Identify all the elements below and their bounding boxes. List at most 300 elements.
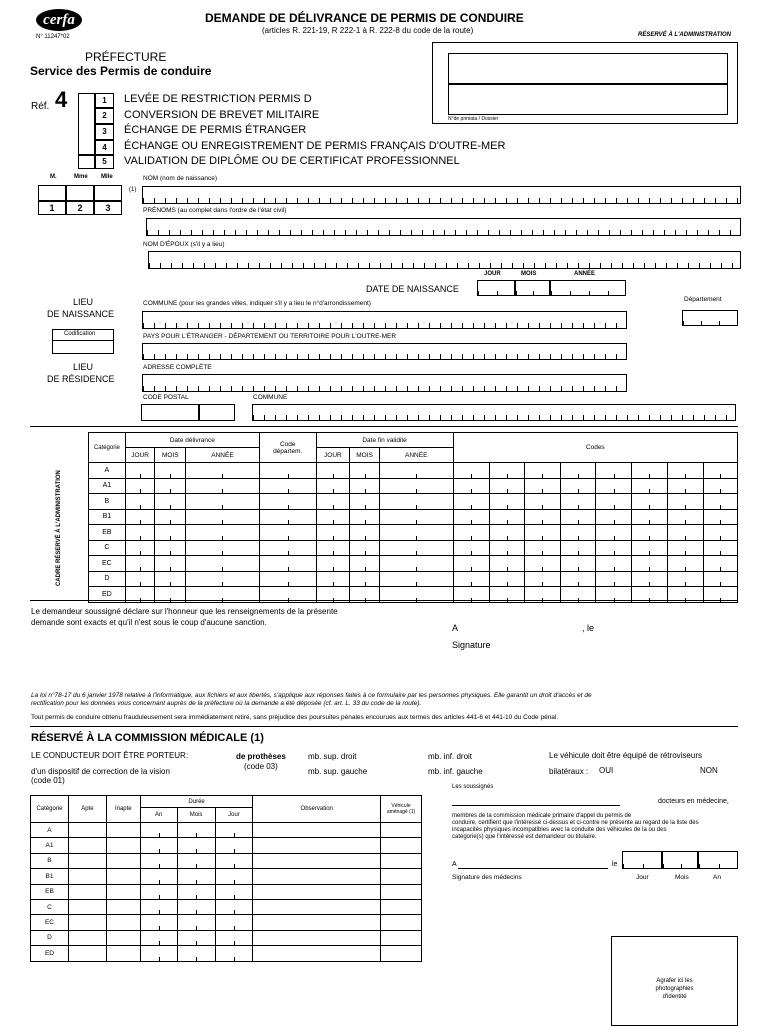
med-cell[interactable]: [106, 915, 140, 930]
admin-cell[interactable]: [379, 509, 453, 525]
admin-cell[interactable]: [667, 556, 703, 572]
admin-cell[interactable]: [316, 478, 350, 494]
med-cell[interactable]: [68, 946, 106, 961]
ref-option-2-box[interactable]: 2: [95, 108, 114, 124]
declaration-line-2: demande sont exacts et qu'il n'est sous le coup d'aucune sanction.: [31, 618, 267, 627]
admin-cell[interactable]: [259, 540, 316, 556]
ref-option-4-box[interactable]: 4: [95, 140, 114, 155]
admin-cell[interactable]: [259, 556, 316, 572]
medical-retro-2: bilatéraux :: [549, 767, 589, 776]
admin-cell[interactable]: [350, 509, 380, 525]
admin-cell[interactable]: [350, 556, 380, 572]
admin-cell[interactable]: [489, 463, 524, 479]
med-cell[interactable]: [253, 946, 381, 961]
medical-separator: [30, 726, 738, 727]
medical-an-label: An: [713, 874, 721, 881]
admin-row-category: A: [89, 463, 126, 479]
med-cell[interactable]: [106, 853, 140, 868]
admin-cell[interactable]: [703, 587, 737, 603]
admin-cell[interactable]: [667, 540, 703, 556]
ref-option-5-label: VALIDATION DE DIPLÔME OU DE CERTIFICAT PROFESSIONNEL: [124, 155, 460, 167]
pays-label: PAYS POUR L'ÉTRANGER - DÉPARTEMENT OU TERRITOIRE POUR L'OUTRE-MER: [143, 333, 397, 340]
admin-row: [89, 540, 738, 556]
med-cell[interactable]: [68, 869, 106, 884]
admin-cell[interactable]: [186, 556, 260, 572]
med-cell[interactable]: [106, 823, 140, 838]
med-row: [31, 915, 422, 930]
admin-cell[interactable]: [703, 494, 737, 510]
admin-cell[interactable]: [596, 525, 632, 541]
admin-cell[interactable]: [703, 540, 737, 556]
admin-cell[interactable]: [596, 540, 632, 556]
med-cell[interactable]: [381, 915, 422, 930]
med-cell[interactable]: [215, 946, 253, 961]
ref-option-1-box[interactable]: 1: [95, 93, 114, 108]
admin-cell[interactable]: [489, 556, 524, 572]
med-cell[interactable]: [253, 838, 381, 853]
medical-non[interactable]: NON: [700, 766, 718, 775]
med-cell[interactable]: [140, 899, 177, 914]
admin-cell[interactable]: [596, 571, 632, 587]
admin-cell[interactable]: [561, 556, 596, 572]
med-cell[interactable]: [68, 853, 106, 868]
med-cell[interactable]: [140, 838, 177, 853]
admin-cell[interactable]: [186, 571, 260, 587]
admin-cell[interactable]: [667, 509, 703, 525]
admin-cell[interactable]: [186, 540, 260, 556]
admin-cell[interactable]: [489, 571, 524, 587]
declaration-a-label: A: [452, 623, 459, 633]
adresse-field[interactable]: [142, 374, 627, 392]
admin-cell[interactable]: [632, 587, 667, 603]
medical-oui[interactable]: OUI: [599, 766, 614, 775]
admin-cell[interactable]: [316, 525, 350, 541]
admin-cell[interactable]: [703, 463, 737, 479]
med-cell[interactable]: [177, 853, 215, 868]
admin-cell[interactable]: [453, 587, 489, 603]
admin-cell[interactable]: [186, 509, 260, 525]
med-cell[interactable]: [215, 930, 253, 945]
medical-text-4: catégorie(s) que l'intéressé est demandeur ou titulaire.: [452, 834, 597, 840]
admin-cell[interactable]: [155, 571, 186, 587]
commune-field[interactable]: [142, 311, 627, 329]
admin-cell[interactable]: [453, 509, 489, 525]
nom-label: NOM (nom de naissance): [143, 175, 218, 182]
admin-cell[interactable]: [632, 509, 667, 525]
medical-mois-label: Mois: [675, 874, 689, 881]
ref-option-1-label: LEVÉE DE RESTRICTION PERMIS D: [124, 93, 312, 105]
admin-cell[interactable]: [524, 494, 560, 510]
med-cell[interactable]: [215, 899, 253, 914]
admin-cell[interactable]: [125, 509, 155, 525]
admin-col-mois-fin: MOIS: [350, 448, 380, 463]
med-row-category: B: [31, 853, 69, 868]
admin-cell[interactable]: [453, 556, 489, 572]
medical-vision-2: (code 01): [31, 776, 65, 785]
admin-cell[interactable]: [125, 571, 155, 587]
med-row: [31, 930, 422, 945]
admin-cell[interactable]: [125, 478, 155, 494]
admin-cell[interactable]: [489, 540, 524, 556]
admin-cell[interactable]: [667, 525, 703, 541]
admin-row: [89, 494, 738, 510]
commune-label: COMMUNE (pour les grandes villes, indiquer s'il y a lieu le n°d'arrondissement): [143, 300, 371, 307]
admin-cell[interactable]: [379, 556, 453, 572]
med-cell[interactable]: [106, 838, 140, 853]
admin-cell[interactable]: [561, 494, 596, 510]
admin-cell[interactable]: [489, 478, 524, 494]
med-row: [31, 869, 422, 884]
civility-num-2: 2: [66, 201, 94, 215]
prenoms-field[interactable]: [146, 218, 741, 236]
medical-date-jour[interactable]: [622, 851, 662, 869]
admin-cell[interactable]: [155, 525, 186, 541]
admin-cell[interactable]: [155, 556, 186, 572]
admin-cell[interactable]: [125, 525, 155, 541]
med-cell[interactable]: [253, 884, 381, 899]
med-cell[interactable]: [253, 899, 381, 914]
admin-cell[interactable]: [524, 509, 560, 525]
commune-res-label: COMMUNE: [253, 394, 288, 401]
admin-cell[interactable]: [524, 525, 560, 541]
admin-cell[interactable]: [667, 571, 703, 587]
med-col-observation: Observation: [253, 796, 381, 823]
med-col-inapte: Inapte: [106, 796, 140, 823]
commune-res-field[interactable]: [252, 404, 736, 421]
admin-cell[interactable]: [524, 478, 560, 494]
med-row-category: B1: [31, 869, 69, 884]
ref-option-4-label: ÉCHANGE OU ENREGISTREMENT DE PERMIS FRANÇAIS D'OUTRE-MER: [124, 140, 506, 152]
admin-cell[interactable]: [561, 478, 596, 494]
ref-option-5-box[interactable]: 5: [95, 155, 114, 169]
med-cell[interactable]: [106, 946, 140, 961]
admin-cell[interactable]: [489, 494, 524, 510]
medical-soussignes-line[interactable]: [452, 805, 620, 806]
med-cell[interactable]: [215, 915, 253, 930]
med-cell[interactable]: [381, 838, 422, 853]
admin-cell[interactable]: [453, 540, 489, 556]
med-cell[interactable]: [215, 823, 253, 838]
admin-cell[interactable]: [667, 587, 703, 603]
civility-box-1-top[interactable]: [38, 185, 66, 201]
admin-col-codes: Codes: [453, 433, 737, 463]
med-cell[interactable]: [381, 884, 422, 899]
med-cell[interactable]: [253, 853, 381, 868]
departement-field[interactable]: [682, 310, 738, 326]
admin-cell[interactable]: [186, 478, 260, 494]
admin-cell[interactable]: [350, 463, 380, 479]
admin-cell[interactable]: [561, 525, 596, 541]
birth-year-field[interactable]: [550, 280, 626, 296]
admin-cell[interactable]: [524, 587, 560, 603]
admin-cell[interactable]: [667, 478, 703, 494]
med-cell[interactable]: [106, 930, 140, 945]
med-cell[interactable]: [215, 884, 253, 899]
admin-row: [89, 556, 738, 572]
med-cell[interactable]: [140, 823, 177, 838]
admin-cell[interactable]: [350, 587, 380, 603]
admin-cell[interactable]: [379, 463, 453, 479]
civility-box-3-top[interactable]: [94, 185, 122, 201]
admin-cell[interactable]: [350, 478, 380, 494]
med-row-category: EB: [31, 884, 69, 899]
admin-cell[interactable]: [186, 494, 260, 510]
admin-cell[interactable]: [667, 494, 703, 510]
med-cell[interactable]: [177, 838, 215, 853]
admin-cell[interactable]: [453, 571, 489, 587]
admin-cell[interactable]: [561, 571, 596, 587]
medical-date-an[interactable]: [698, 851, 738, 869]
admin-col-jour-fin: JOUR: [316, 448, 350, 463]
med-cell[interactable]: [381, 823, 422, 838]
admin-col-categorie: Catégorie: [89, 433, 126, 463]
med-cell[interactable]: [381, 869, 422, 884]
med-cell[interactable]: [177, 884, 215, 899]
admin-cell[interactable]: [350, 494, 380, 510]
admin-cell[interactable]: [632, 556, 667, 572]
medical-a-line[interactable]: [458, 868, 608, 869]
admin-cell[interactable]: [453, 463, 489, 479]
medical-docteurs: docteurs en médecine,: [658, 798, 729, 805]
admin-cell[interactable]: [596, 478, 632, 494]
admin-cell[interactable]: [379, 540, 453, 556]
admin-cell[interactable]: [489, 509, 524, 525]
admin-cell[interactable]: [561, 463, 596, 479]
ref-side-box-2: [78, 155, 95, 169]
admin-cell[interactable]: [316, 494, 350, 510]
medical-soussignes: Les soussignés: [452, 784, 494, 790]
admin-cell[interactable]: [379, 494, 453, 510]
birth-jour-label: JOUR: [484, 271, 501, 277]
admin-cell[interactable]: [632, 525, 667, 541]
admin-cell[interactable]: [453, 525, 489, 541]
ref-label: Réf.: [31, 101, 50, 112]
civility-box-2-top[interactable]: [66, 185, 94, 201]
med-cell[interactable]: [253, 930, 381, 945]
med-cell[interactable]: [140, 869, 177, 884]
med-cell[interactable]: [68, 930, 106, 945]
admin-cell[interactable]: [259, 509, 316, 525]
admin-cell[interactable]: [703, 525, 737, 541]
med-cell[interactable]: [106, 869, 140, 884]
med-cell[interactable]: [253, 869, 381, 884]
med-cell[interactable]: [68, 823, 106, 838]
admin-cell[interactable]: [155, 587, 186, 603]
med-cell[interactable]: [381, 853, 422, 868]
admin-cell[interactable]: [703, 509, 737, 525]
med-cell[interactable]: [68, 838, 106, 853]
medical-jour-label: Jour: [636, 874, 649, 881]
admin-row: [89, 463, 738, 479]
admin-row: [89, 525, 738, 541]
code-postal-field-1[interactable]: [141, 404, 199, 421]
admin-cell[interactable]: [259, 525, 316, 541]
admin-cell[interactable]: [632, 463, 667, 479]
med-cell[interactable]: [177, 899, 215, 914]
admin-cell[interactable]: [125, 463, 155, 479]
med-row: [31, 884, 422, 899]
admin-cell[interactable]: [632, 494, 667, 510]
admin-cell[interactable]: [632, 540, 667, 556]
admin-cell[interactable]: [632, 571, 667, 587]
med-cell[interactable]: [215, 869, 253, 884]
med-row-category: EC: [31, 915, 69, 930]
pays-field[interactable]: [142, 343, 627, 360]
admin-cell[interactable]: [259, 494, 316, 510]
med-cell[interactable]: [177, 930, 215, 945]
admin-cell[interactable]: [125, 556, 155, 572]
med-cell[interactable]: [106, 899, 140, 914]
admin-cell[interactable]: [186, 463, 260, 479]
cerfa-logo: cerfa: [36, 9, 82, 31]
lieu-residence-2: DE RÉSIDENCE: [47, 374, 115, 384]
medical-protheses-2: (code 03): [244, 762, 278, 771]
birth-month-field[interactable]: [515, 280, 550, 296]
admin-cell[interactable]: [596, 556, 632, 572]
admin-cell[interactable]: [259, 478, 316, 494]
admin-cell[interactable]: [379, 587, 453, 603]
med-cell[interactable]: [177, 946, 215, 961]
admin-cell[interactable]: [259, 587, 316, 603]
admin-cell[interactable]: [316, 509, 350, 525]
admin-cell[interactable]: [667, 463, 703, 479]
admin-cell[interactable]: [259, 463, 316, 479]
admin-cell[interactable]: [316, 556, 350, 572]
admin-cell[interactable]: [453, 478, 489, 494]
med-cell[interactable]: [253, 915, 381, 930]
admin-cell[interactable]: [155, 494, 186, 510]
admin-cell[interactable]: [155, 540, 186, 556]
med-cell[interactable]: [215, 853, 253, 868]
admin-row: [89, 587, 738, 603]
admin-col-annee: ANNÉE: [186, 448, 260, 463]
medical-vision-1: d'un dispositif de correction de la vision: [31, 767, 170, 776]
admin-row: [89, 509, 738, 525]
primata-field-1[interactable]: [448, 53, 728, 84]
admin-cell[interactable]: [703, 478, 737, 494]
med-cell[interactable]: [177, 869, 215, 884]
admin-cell[interactable]: [186, 525, 260, 541]
med-cell[interactable]: [140, 853, 177, 868]
med-cell[interactable]: [68, 899, 106, 914]
medical-mb-inf-gauche: mb. inf. gauche: [428, 767, 483, 776]
med-cell[interactable]: [68, 915, 106, 930]
med-col-mois: Mois: [177, 808, 215, 823]
admin-cell[interactable]: [350, 540, 380, 556]
medical-table: [30, 795, 422, 962]
med-row-category: A: [31, 823, 69, 838]
admin-col-mois: MOIS: [155, 448, 186, 463]
admin-cell[interactable]: [125, 494, 155, 510]
admin-cell[interactable]: [316, 463, 350, 479]
admin-cell[interactable]: [703, 571, 737, 587]
admin-cell[interactable]: [379, 478, 453, 494]
med-cell[interactable]: [253, 823, 381, 838]
medical-le-label: le: [612, 861, 618, 868]
admin-cell[interactable]: [596, 494, 632, 510]
nom-epoux-label: NOM D'ÉPOUX (s'il y a lieu): [143, 241, 225, 248]
med-cell[interactable]: [381, 899, 422, 914]
med-cell[interactable]: [140, 884, 177, 899]
med-cell[interactable]: [106, 884, 140, 899]
admin-cell[interactable]: [561, 540, 596, 556]
admin-cell[interactable]: [524, 540, 560, 556]
admin-cell[interactable]: [350, 525, 380, 541]
admin-cell[interactable]: [125, 587, 155, 603]
code-postal-field-2[interactable]: [199, 404, 235, 421]
nom-epoux-field[interactable]: [148, 251, 741, 269]
med-cell[interactable]: [140, 915, 177, 930]
civility-m: M.: [50, 174, 57, 180]
admin-cell[interactable]: [379, 571, 453, 587]
admin-cell[interactable]: [316, 540, 350, 556]
admin-cell[interactable]: [524, 556, 560, 572]
med-row-category: A1: [31, 838, 69, 853]
admin-cell[interactable]: [489, 525, 524, 541]
admin-cell[interactable]: [316, 587, 350, 603]
med-cell[interactable]: [381, 930, 422, 945]
admin-cell[interactable]: [155, 478, 186, 494]
admin-cell[interactable]: [186, 587, 260, 603]
med-row: [31, 838, 422, 853]
lieu-residence-1: LIEU: [73, 362, 94, 372]
admin-cell[interactable]: [561, 509, 596, 525]
admin-cell[interactable]: [703, 556, 737, 572]
ref-option-3-label: ÉCHANGE DE PERMIS ÉTRANGER: [124, 124, 307, 136]
admin-row-category: B: [89, 494, 126, 510]
admin-cell[interactable]: [259, 571, 316, 587]
admin-cell[interactable]: [379, 525, 453, 541]
admin-cell[interactable]: [316, 571, 350, 587]
admin-cell[interactable]: [350, 571, 380, 587]
admin-row-category: B1: [89, 509, 126, 525]
medical-mb-sup-droit: mb. sup. droit: [308, 752, 357, 761]
med-cell[interactable]: [140, 930, 177, 945]
declaration-signature-label: Signature: [452, 640, 491, 650]
admin-cell[interactable]: [125, 540, 155, 556]
med-row: [31, 823, 422, 838]
med-cell[interactable]: [177, 915, 215, 930]
medical-porteur: LE CONDUCTEUR DOIT ÊTRE PORTEUR:: [31, 751, 189, 760]
medical-date-mois[interactable]: [662, 851, 698, 869]
admin-cell[interactable]: [155, 463, 186, 479]
admin-cell[interactable]: [561, 587, 596, 603]
admin-cell[interactable]: [524, 463, 560, 479]
med-cell[interactable]: [177, 823, 215, 838]
admin-cell[interactable]: [489, 587, 524, 603]
admin-cell[interactable]: [453, 494, 489, 510]
med-cell[interactable]: [215, 838, 253, 853]
admin-reserved-label: RÉSERVÉ À L'ADMINISTRATION: [638, 32, 731, 38]
admin-cell[interactable]: [596, 587, 632, 603]
birth-day-field[interactable]: [477, 280, 515, 296]
admin-cell[interactable]: [596, 463, 632, 479]
primata-field-2[interactable]: [448, 84, 728, 115]
med-cell[interactable]: [381, 946, 422, 961]
admin-side-label: CADRE RÉSERVÉ À L'ADMINISTRATION: [56, 470, 62, 586]
photo-text: [611, 977, 738, 1001]
admin-row: [89, 478, 738, 494]
med-cell[interactable]: [68, 884, 106, 899]
ref-option-3-box[interactable]: 3: [95, 124, 114, 140]
admin-cell[interactable]: [632, 478, 667, 494]
med-row-category: C: [31, 899, 69, 914]
admin-cell[interactable]: [155, 509, 186, 525]
admin-cell[interactable]: [596, 509, 632, 525]
admin-cell[interactable]: [524, 571, 560, 587]
med-cell[interactable]: [140, 946, 177, 961]
nom-field[interactable]: [142, 186, 741, 204]
